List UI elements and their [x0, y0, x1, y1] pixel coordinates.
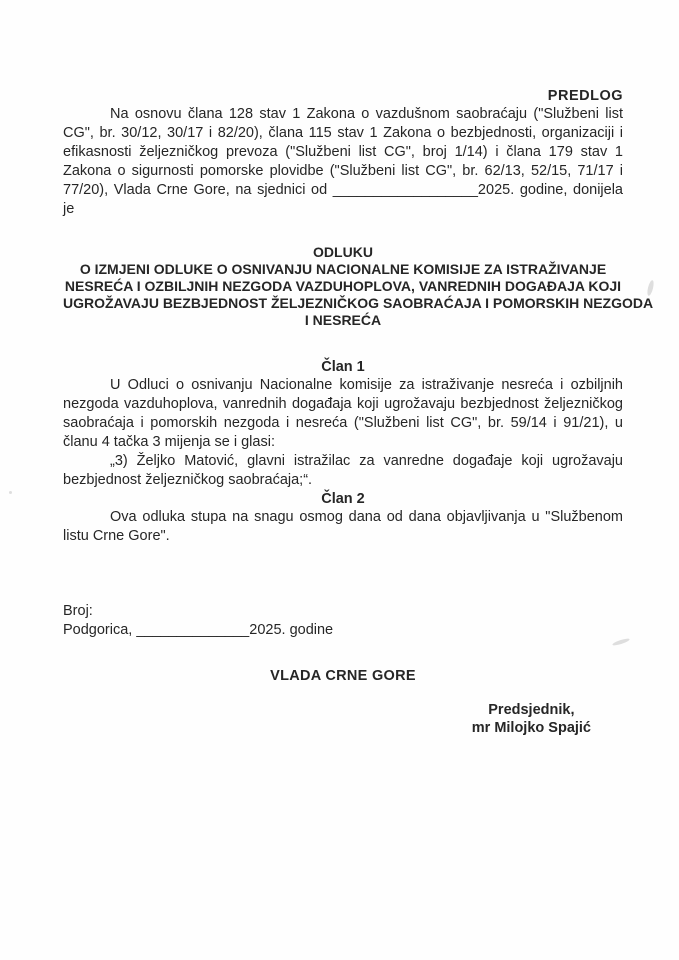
- document-reference-block: [63, 602, 623, 640]
- decision-title-line-2: O IZMJENI ODLUKE O OSNIVANJU NACIONALNE KOMISIJE ZA ISTRAŽIVANJE: [79, 261, 607, 277]
- intro-paragraph: Na osnovu člana 128 stav 1 Zakona o vazdušnom saobraćaju ("Službeni list CG", br. 30/12, 30/17 i 82/20), člana 115 stav 1 Zakona o bezbjednosti, organizaciji i efikasnosti željezničkog prevoza ("Službeni list CG", broj 1/14) i člana 179 stav 1 Zakona o sigurnosti pomorske plovidbe ("Službeni list CG", br. 62/13, 52/15, 71/17 i 77/20), Vlada Crne Gore, na sjednici od __________________2025. godine, donijela je: [63, 106, 623, 217]
- decision-title-line-1: ODLUKU: [313, 244, 373, 260]
- place-date-line: Podgorica, ______________2025. godine: [63, 622, 334, 638]
- decision-title: [63, 244, 654, 329]
- signature-row: [63, 701, 623, 737]
- government-name: VLADA CRNE GORE: [270, 668, 416, 684]
- signature-title: Predsjednik,: [488, 702, 575, 718]
- article-1-heading: Član 1: [321, 359, 365, 375]
- article-2-heading: Član 2: [321, 491, 365, 507]
- article-2-paragraph: Ova odluka stupa na snagu osmog dana od dana objavljivanja u "Službenom listu Crne Gore".: [63, 509, 623, 544]
- scan-artifact: [646, 280, 655, 297]
- article-1-amendment-text: „3) Željko Matović, glavni istražilac za vanredne događaje koji ugrožavaju bezbjednost željezničkog saobraćaja;“.: [63, 453, 623, 488]
- article-1-paragraph: U Odluci o osnivanju Nacionalne komisije za istraživanje nesreća i ozbiljnih nezgoda vazduhoplova, vanrednih događaja koji ugrožavaju bezbjednost željezničkog saobraćaja i pomorskih nezgoda i nesreća ("Službeni list CG", br. 59/14 i 91/21), u članu 4 tačka 3 mijenja se i glasi:: [63, 377, 623, 450]
- decision-title-line-4: UGROŽAVAJU BEZBJEDNOST ŽELJEZNIČKOG SAOBRAĆAJA I POMORSKIH NEZGODA: [63, 295, 654, 311]
- decision-title-line-5: I NESREĆA: [304, 312, 382, 328]
- signature-name: mr Milojko Spajić: [471, 720, 591, 736]
- signature-block: [472, 701, 591, 737]
- scan-artifact: [9, 491, 12, 494]
- decision-title-line-3: NESREĆA I OZBILJNIH NEZGODA VAZDUHOPLOVA, VANREDNIH DOGAĐAJA KOJI: [64, 278, 622, 294]
- number-label: Broj:: [63, 603, 93, 619]
- document-label-predlog: PREDLOG: [547, 88, 623, 104]
